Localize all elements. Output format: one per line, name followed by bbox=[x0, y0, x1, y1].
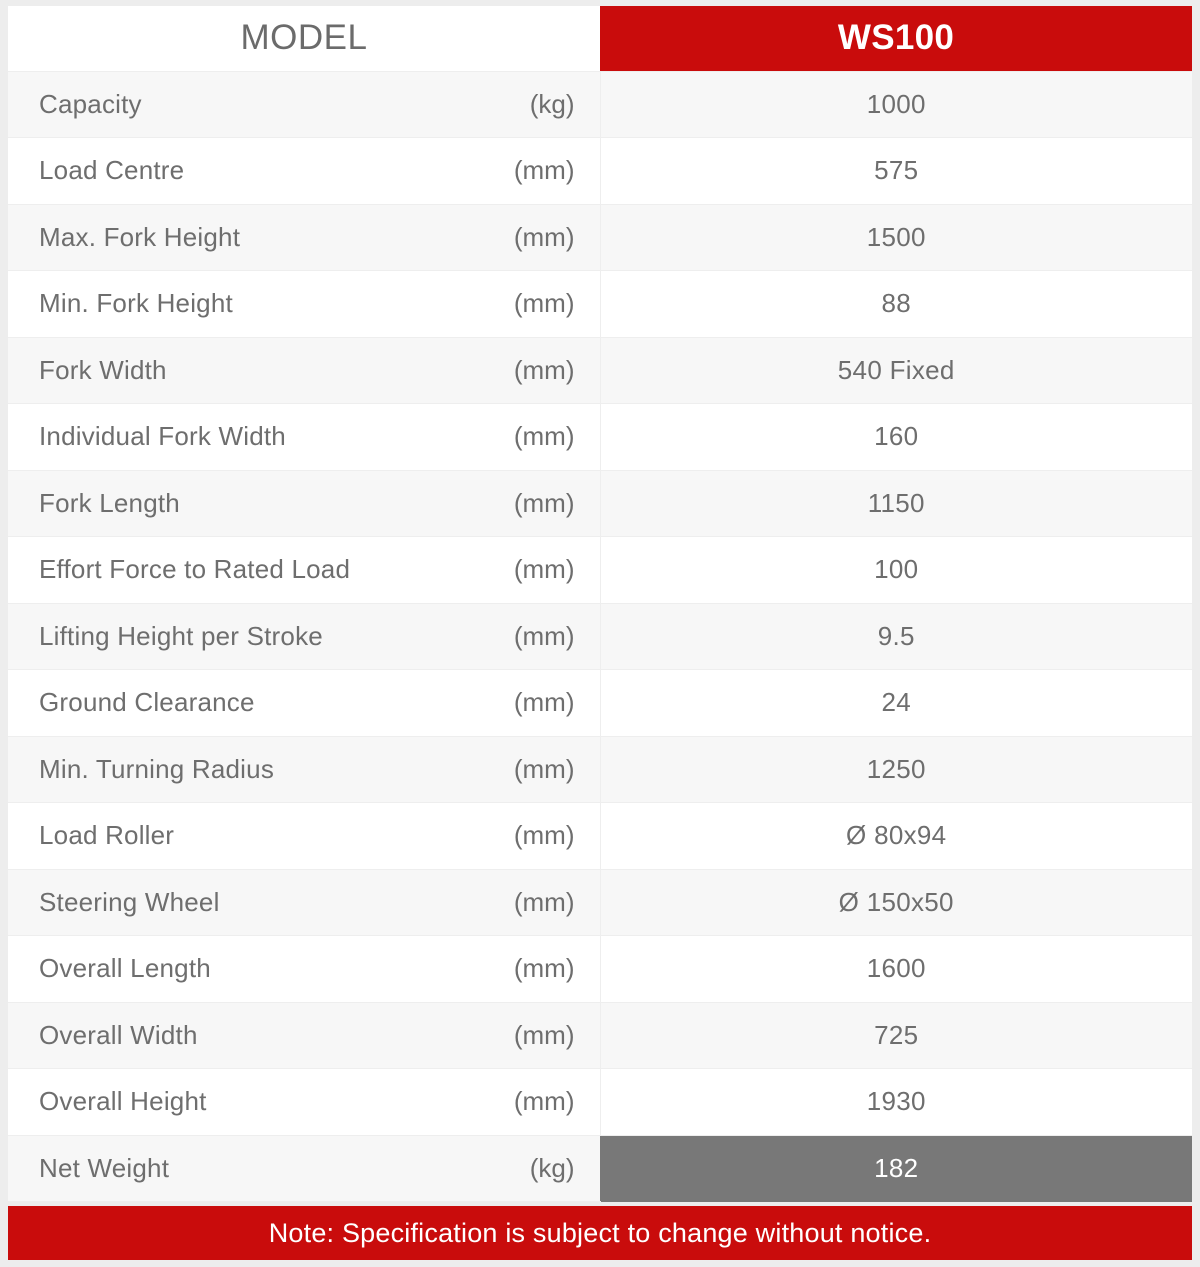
spec-value: 24 bbox=[600, 670, 1192, 737]
spec-unit: (mm) bbox=[508, 869, 600, 936]
spec-unit: (mm) bbox=[508, 803, 600, 870]
spec-value: 1600 bbox=[600, 936, 1192, 1003]
spec-label: Min. Fork Height bbox=[8, 271, 508, 338]
table-row bbox=[8, 537, 1192, 604]
table-row bbox=[8, 736, 1192, 803]
spec-label: Fork Length bbox=[8, 470, 508, 537]
spec-label: Load Centre bbox=[8, 138, 508, 205]
table-row bbox=[8, 138, 1192, 205]
spec-unit: (mm) bbox=[508, 603, 600, 670]
spec-unit: (kg) bbox=[508, 71, 600, 138]
table-body bbox=[8, 71, 1192, 1202]
spec-label: Load Roller bbox=[8, 803, 508, 870]
table-row bbox=[8, 204, 1192, 271]
table-row bbox=[8, 603, 1192, 670]
spec-label: Overall Length bbox=[8, 936, 508, 1003]
spec-label: Ground Clearance bbox=[8, 670, 508, 737]
spec-value: 725 bbox=[600, 1002, 1192, 1069]
spec-unit: (mm) bbox=[508, 470, 600, 537]
table-row bbox=[8, 271, 1192, 338]
spec-value: Ø 150x50 bbox=[600, 869, 1192, 936]
spec-label: Max. Fork Height bbox=[8, 204, 508, 271]
table-header bbox=[8, 6, 1192, 71]
spec-label: Lifting Height per Stroke bbox=[8, 603, 508, 670]
spec-value: 540 Fixed bbox=[600, 337, 1192, 404]
spec-label: Net Weight bbox=[8, 1135, 508, 1202]
spec-label: Min. Turning Radius bbox=[8, 736, 508, 803]
table-row bbox=[8, 1135, 1192, 1202]
table-row bbox=[8, 337, 1192, 404]
spec-value: 1930 bbox=[600, 1069, 1192, 1136]
spec-value: 575 bbox=[600, 138, 1192, 205]
spec-unit: (mm) bbox=[508, 736, 600, 803]
table-row bbox=[8, 470, 1192, 537]
spec-value: 100 bbox=[600, 537, 1192, 604]
spec-value: 1150 bbox=[600, 470, 1192, 537]
spec-label: Effort Force to Rated Load bbox=[8, 537, 508, 604]
table-row bbox=[8, 404, 1192, 471]
spec-value: 160 bbox=[600, 404, 1192, 471]
specification-table bbox=[8, 6, 1192, 1202]
spec-unit: (mm) bbox=[508, 138, 600, 205]
header-row bbox=[8, 6, 1192, 71]
specification-note: Note: Specification is subject to change without notice. bbox=[8, 1206, 1192, 1260]
spec-unit: (mm) bbox=[508, 404, 600, 471]
table-row bbox=[8, 670, 1192, 737]
spec-unit: (mm) bbox=[508, 1002, 600, 1069]
spec-value: 88 bbox=[600, 271, 1192, 338]
spec-label: Overall Height bbox=[8, 1069, 508, 1136]
spec-unit: (mm) bbox=[508, 337, 600, 404]
table-row bbox=[8, 1069, 1192, 1136]
spec-value: 9.5 bbox=[600, 603, 1192, 670]
spec-value: Ø 80x94 bbox=[600, 803, 1192, 870]
model-name-header: WS100 bbox=[600, 6, 1192, 71]
spec-label: Overall Width bbox=[8, 1002, 508, 1069]
spec-unit: (mm) bbox=[508, 936, 600, 1003]
spec-unit: (mm) bbox=[508, 670, 600, 737]
spec-label: Steering Wheel bbox=[8, 869, 508, 936]
spec-unit: (mm) bbox=[508, 537, 600, 604]
spec-unit: (mm) bbox=[508, 204, 600, 271]
spec-value-highlighted: 182 bbox=[600, 1135, 1192, 1202]
table-row bbox=[8, 803, 1192, 870]
spec-unit: (mm) bbox=[508, 271, 600, 338]
table-row bbox=[8, 71, 1192, 138]
table-row bbox=[8, 1002, 1192, 1069]
spec-label: Capacity bbox=[8, 71, 508, 138]
spec-label: Individual Fork Width bbox=[8, 404, 508, 471]
table-row bbox=[8, 869, 1192, 936]
spec-unit: (kg) bbox=[508, 1135, 600, 1202]
spec-label: Fork Width bbox=[8, 337, 508, 404]
model-column-header: MODEL bbox=[8, 6, 600, 71]
spec-unit: (mm) bbox=[508, 1069, 600, 1136]
spec-value: 1000 bbox=[600, 71, 1192, 138]
table-row bbox=[8, 936, 1192, 1003]
spec-value: 1250 bbox=[600, 736, 1192, 803]
spec-value: 1500 bbox=[600, 204, 1192, 271]
